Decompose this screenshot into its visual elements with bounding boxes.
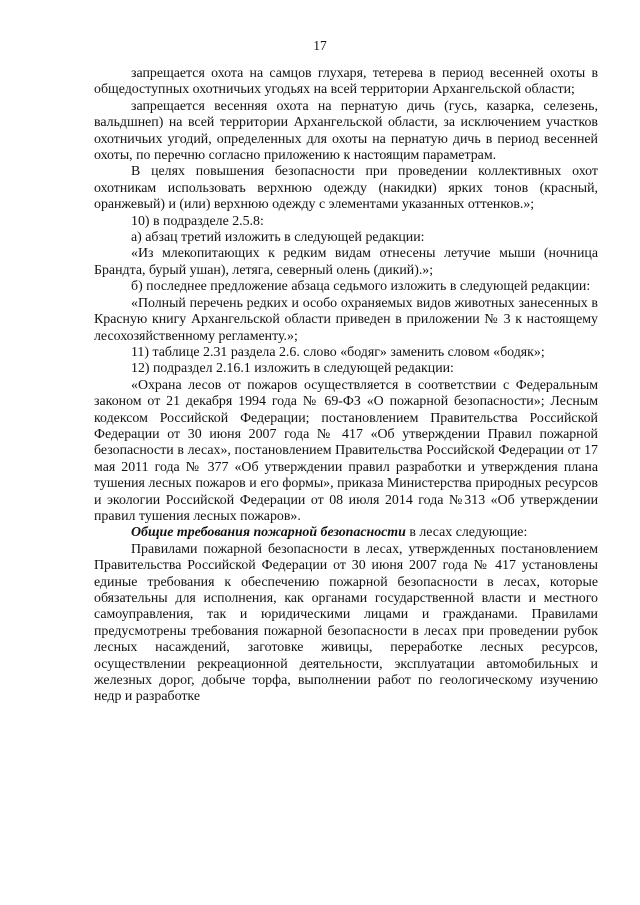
paragraph-red-book-list: «Полный перечень редких и особо охраняемых видов животных занесенных в Красную книгу Архангельской области приведен в приложении № 3 к настоящему лесохозяйственному регламенту.»;	[94, 295, 598, 344]
paragraph-fire-safety-rules: Правилами пожарной безопасности в лесах, утвержденных постановлением Правительства Российской Федерации от 30 июня 2007 года № 417 установлены единые требования к обеспечению пожарной безопасности в лесах, которые обязательны для исполнения, как органами государственной власти и местного самоуправления, так и юридическими лицами и гражданами. Правилами предусмотрены требования пожарной безопасности в лесах при проведении рубок лесных насаждений, заготовке живицы, переработке лесных ресурсов, осуществлении рекреационной деятельности, эксплуатации автомобильных и железных дорог, добыче торфа, выполнении работ по геологическому изучению недр и разработке	[94, 541, 598, 705]
paragraph-item-10b: б) последнее предложение абзаца седьмого изложить в следующей редакции:	[131, 279, 591, 295]
paragraph-capercaillie-ban: запрещается охота на самцов глухаря, тетерева в период весенней охоты в общедоступных охотничьих угодьях на всей территории Архангельской области;	[94, 66, 598, 98]
paragraph-item-11: 11) таблице 2.31 раздела 2.6. слово «бодяг» заменить словом «бодяк»;	[131, 344, 545, 360]
paragraph-fire-protection-laws: «Охрана лесов от пожаров осуществляется в соответствии с Федеральным законом от 21 декабря 1994 года № 69-ФЗ «О пожарной безопасности»; Лесным кодексом Российской Федерации; постановлением Правительства Российской Федерации от 30 июня 2007 года № 417 «Об утверждении Правил пожарной безопасности в лесах», постановлением Правительства Российской Федерации от 17 мая 2011 года № 377 «Об утверждении правил разработки и утверждения плана тушения лесных пожаров и его формы», приказа Министерства природных ресурсов и экологии Российской Федерации от 08 июля 2014 года №313 «Об утверждении правил тушения лесных пожаров».	[94, 377, 598, 524]
page-number: 17	[313, 38, 327, 53]
paragraph-item-10a: а) абзац третий изложить в следующей редакции:	[131, 230, 425, 246]
paragraph-hunter-clothing: В целях повышения безопасности при проведении коллективных охот охотникам использовать верхнюю одежду (накидки) ярких тонов (красный, оранжевый) и (или) верхнюю одежду с элементами указанных оттенков.»;	[94, 164, 598, 213]
document-body	[94, 66, 598, 706]
paragraph-spring-waterfowl-ban: запрещается весенняя охота на пернатую дичь (гусь, казарка, селезень, вальдшнеп) на всей территории Архангельской области, за исключением участков охотничьих угодий, определенных для охоты на пернатую дичь в период весенней охоты, по перечню согласно приложению к настоящим параметрам.	[94, 98, 598, 164]
paragraph-general-requirements	[94, 525, 598, 541]
general-requirements-rest: в лесах следующие:	[405, 525, 528, 541]
paragraph-rare-mammals: «Из млекопитающих к редким видам отнесены летучие мыши (ночница Брандта, бурый ушан), летяга, северный олень (дикий).»;	[94, 246, 598, 278]
paragraph-item-12: 12) подраздел 2.16.1 изложить в следующей редакции:	[131, 361, 454, 377]
general-requirements-heading: Общие требования пожарной безопасности	[131, 525, 406, 541]
paragraph-item-10: 10) в подразделе 2.5.8:	[131, 213, 264, 229]
